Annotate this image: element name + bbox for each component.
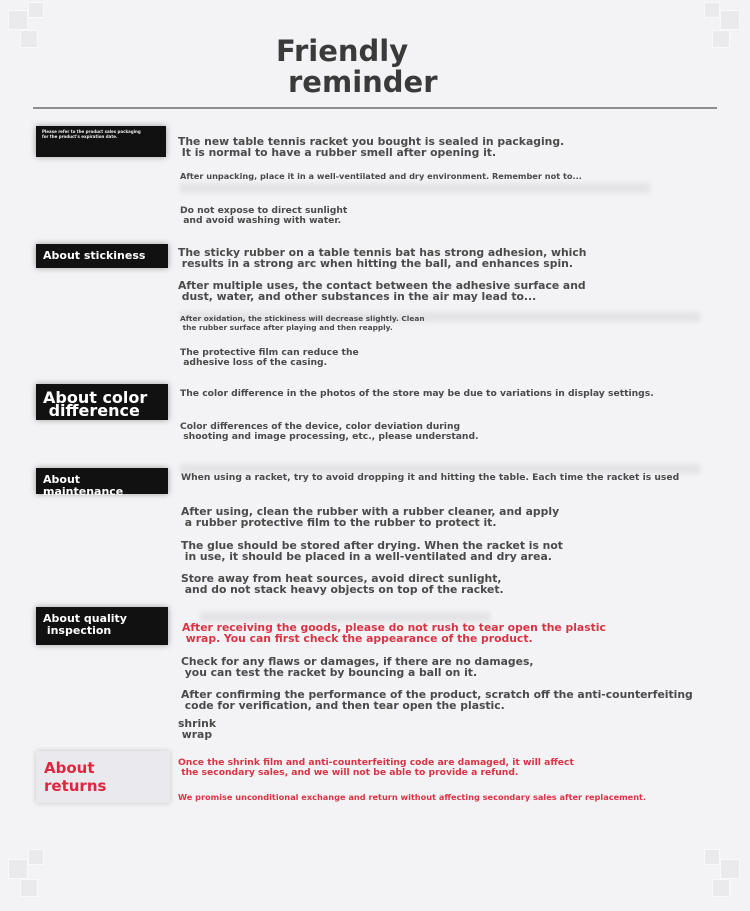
label-stickiness: About stickiness — [36, 244, 168, 268]
returns-text-2: We promise unconditional exchange and return without affecting secondary sales after replacement. — [178, 792, 647, 802]
stickiness-text-2: After multiple uses, the contact between the adhesive surface and dust, water, and other substances in the air may lead to... — [178, 279, 586, 303]
label-maintenance: About maintenance — [36, 468, 168, 494]
quality-text-3: After confirming the performance of the product, scratch off the anti-counterfeiting code for verification, and then tear open the plastic. — [181, 688, 693, 712]
label-returns: About returns — [36, 751, 170, 803]
corner-decoration-top-right — [690, 0, 750, 60]
quality-text-4: shrink wrap — [178, 717, 217, 741]
label-packaging-note: Please refer to the product sales packaging for the product's expiration date. — [36, 126, 166, 157]
stickiness-text-4: The protective film can reduce the adhesive loss of the casing. — [180, 347, 359, 368]
corner-decoration-bottom-right — [690, 845, 750, 905]
maintenance-text-2: After using, clean the rubber with a rubber cleaner, and apply a rubber protective film to the rubber to protect it. — [181, 505, 560, 529]
background-blur — [180, 183, 650, 193]
label-quality-inspection: About quality inspection — [36, 607, 168, 645]
color-text-1: The color difference in the photos of the store may be due to variations in display settings. — [180, 388, 654, 399]
quality-text-2: Check for any flaws or damages, if there are no damages, you can test the racket by bouncing a ball on it. — [181, 655, 534, 679]
maintenance-text-1: When using a racket, try to avoid dropping it and hitting the table. Each time the racket is used — [181, 472, 680, 483]
stickiness-text-1: The sticky rubber on a table tennis bat has strong adhesion, which results in a strong arc when hitting the ball, and enhances spin. — [178, 246, 587, 270]
label-color-difference: About color difference — [36, 384, 168, 420]
corner-decoration-bottom-left — [0, 845, 60, 905]
stickiness-text-3: After oxidation, the stickiness will decrease slightly. Clean the rubber surface after playing and then reapply. — [180, 314, 425, 332]
maintenance-text-4: Store away from heat sources, avoid direct sunlight, and do not stack heavy objects on top of the racket. — [181, 572, 504, 596]
page-title — [276, 36, 496, 98]
corner-decoration-top-left — [0, 0, 60, 60]
page-title-line-2: reminder — [288, 65, 438, 99]
page-title-line-1: Friendly — [276, 34, 409, 68]
title-divider — [33, 107, 717, 109]
packaging-text-2: After unpacking, place it in a well-ventilated and dry environment. Remember not to... — [180, 171, 582, 181]
returns-text-1: Once the shrink film and anti-counterfeiting code are damaged, it will affect the secondary sales, and we will not be able to provide a refund. — [178, 757, 574, 778]
maintenance-text-3: The glue should be stored after drying. When the racket is not in use, it should be placed in a well-ventilated and dry area. — [181, 539, 563, 563]
color-text-2: Color differences of the device, color deviation during shooting and image processing, etc., please understand. — [180, 421, 479, 442]
quality-text-1: After receiving the goods, please do not rush to tear open the plastic wrap. You can first check the appearance of the product. — [182, 621, 606, 645]
packaging-text-3: Do not expose to direct sunlight and avoid washing with water. — [180, 205, 348, 226]
packaging-text-1: The new table tennis racket you bought is sealed in packaging. It is normal to have a rubber smell after opening it. — [178, 135, 565, 159]
